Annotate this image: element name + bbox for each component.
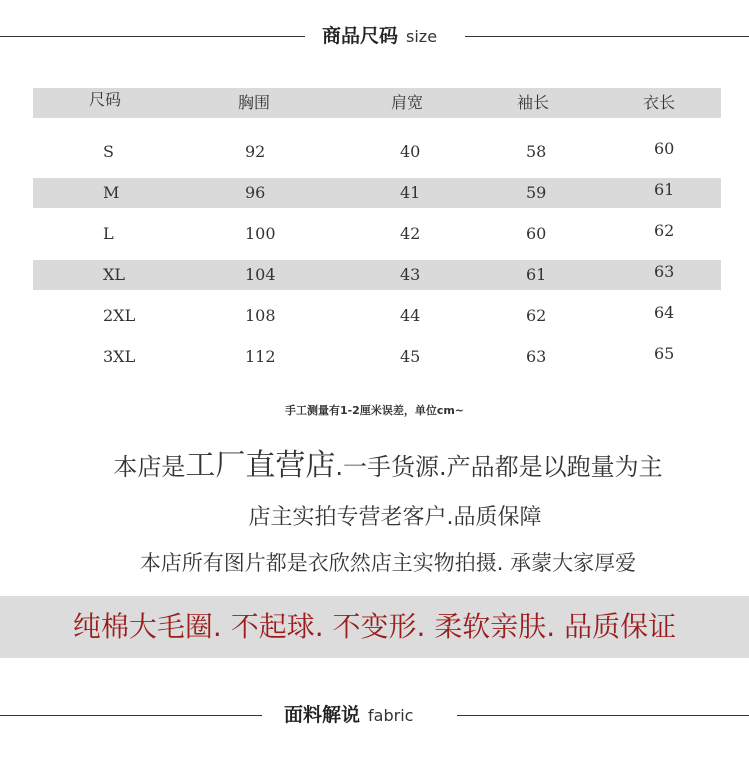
- table-cell: XL: [103, 265, 126, 284]
- column-header: 胸围: [238, 93, 271, 112]
- table-cell: 44: [400, 306, 421, 325]
- size-title-cn: 商品尺码: [322, 25, 399, 47]
- header-rule-right: [465, 36, 749, 37]
- table-cell: 41: [400, 183, 421, 202]
- table-cell: L: [103, 224, 114, 243]
- table-cell: 63: [654, 262, 675, 281]
- column-header: 袖长: [517, 93, 550, 112]
- size-section-title: [322, 26, 437, 47]
- promo-line-1: [0, 448, 749, 485]
- fabric-title-cn: 面料解说: [284, 704, 361, 726]
- quality-banner-text: 纯棉大毛圈. 不起球. 不变形. 柔软亲肤. 品质保证: [72, 610, 677, 643]
- size-title-en: size: [406, 27, 438, 46]
- table-cell: 108: [245, 306, 276, 325]
- table-cell: 40: [400, 142, 421, 161]
- table-cell: 62: [654, 221, 675, 240]
- table-cell: 104: [245, 265, 276, 284]
- table-cell: 3XL: [103, 347, 136, 366]
- promo-line-1-highlight: 工厂直营店: [185, 448, 336, 483]
- table-row: [33, 260, 721, 290]
- table-cell: 112: [245, 347, 276, 366]
- table-cell: M: [103, 183, 120, 202]
- column-header: 肩宽: [391, 93, 424, 112]
- table-cell: 63: [526, 347, 547, 366]
- table-cell: 61: [654, 180, 675, 199]
- table-row: [33, 342, 721, 372]
- quality-banner: [0, 596, 749, 658]
- table-cell: 2XL: [103, 306, 136, 325]
- fabric-title-en: fabric: [368, 706, 414, 725]
- column-header: 尺码: [89, 90, 122, 109]
- table-cell: 96: [245, 183, 266, 202]
- header-rule-left: [0, 36, 305, 37]
- table-cell: 100: [245, 224, 276, 243]
- table-row: [33, 219, 721, 249]
- header-rule-left: [0, 715, 262, 716]
- measurement-note: 手工测量有1-2厘米误差，单位cm~: [284, 404, 465, 417]
- promo-line-1-part-a: 本店是: [113, 453, 186, 481]
- table-row: [33, 178, 721, 208]
- table-cell: 92: [245, 142, 266, 161]
- table-cell: 64: [654, 303, 675, 322]
- promo-line-3: 本店所有图片都是衣欣然店主实物拍摄. 承蒙大家厚爱: [139, 551, 637, 575]
- table-cell: 60: [526, 224, 547, 243]
- column-header: 衣长: [643, 93, 676, 112]
- header-rule-right: [457, 715, 749, 716]
- table-cell: 65: [654, 344, 675, 363]
- table-header-row: [33, 88, 721, 118]
- table-cell: 58: [526, 142, 547, 161]
- promo-line-2: 店主实拍专营老客户.品质保障: [248, 505, 542, 530]
- table-cell: 59: [526, 183, 547, 202]
- fabric-section-title: [284, 705, 413, 726]
- table-cell: 60: [654, 139, 675, 158]
- table-cell: 43: [400, 265, 421, 284]
- promo-line-1-part-c: .一手货源.产品都是以跑量为主: [335, 453, 663, 481]
- table-cell: 62: [526, 306, 547, 325]
- table-cell: 61: [526, 265, 547, 284]
- table-cell: 45: [400, 347, 421, 366]
- table-cell: 42: [400, 224, 421, 243]
- table-row: [33, 137, 721, 167]
- table-cell: S: [103, 142, 114, 161]
- table-row: [33, 301, 721, 331]
- fabric-section-header: [0, 705, 749, 725]
- size-section-header: [0, 26, 749, 46]
